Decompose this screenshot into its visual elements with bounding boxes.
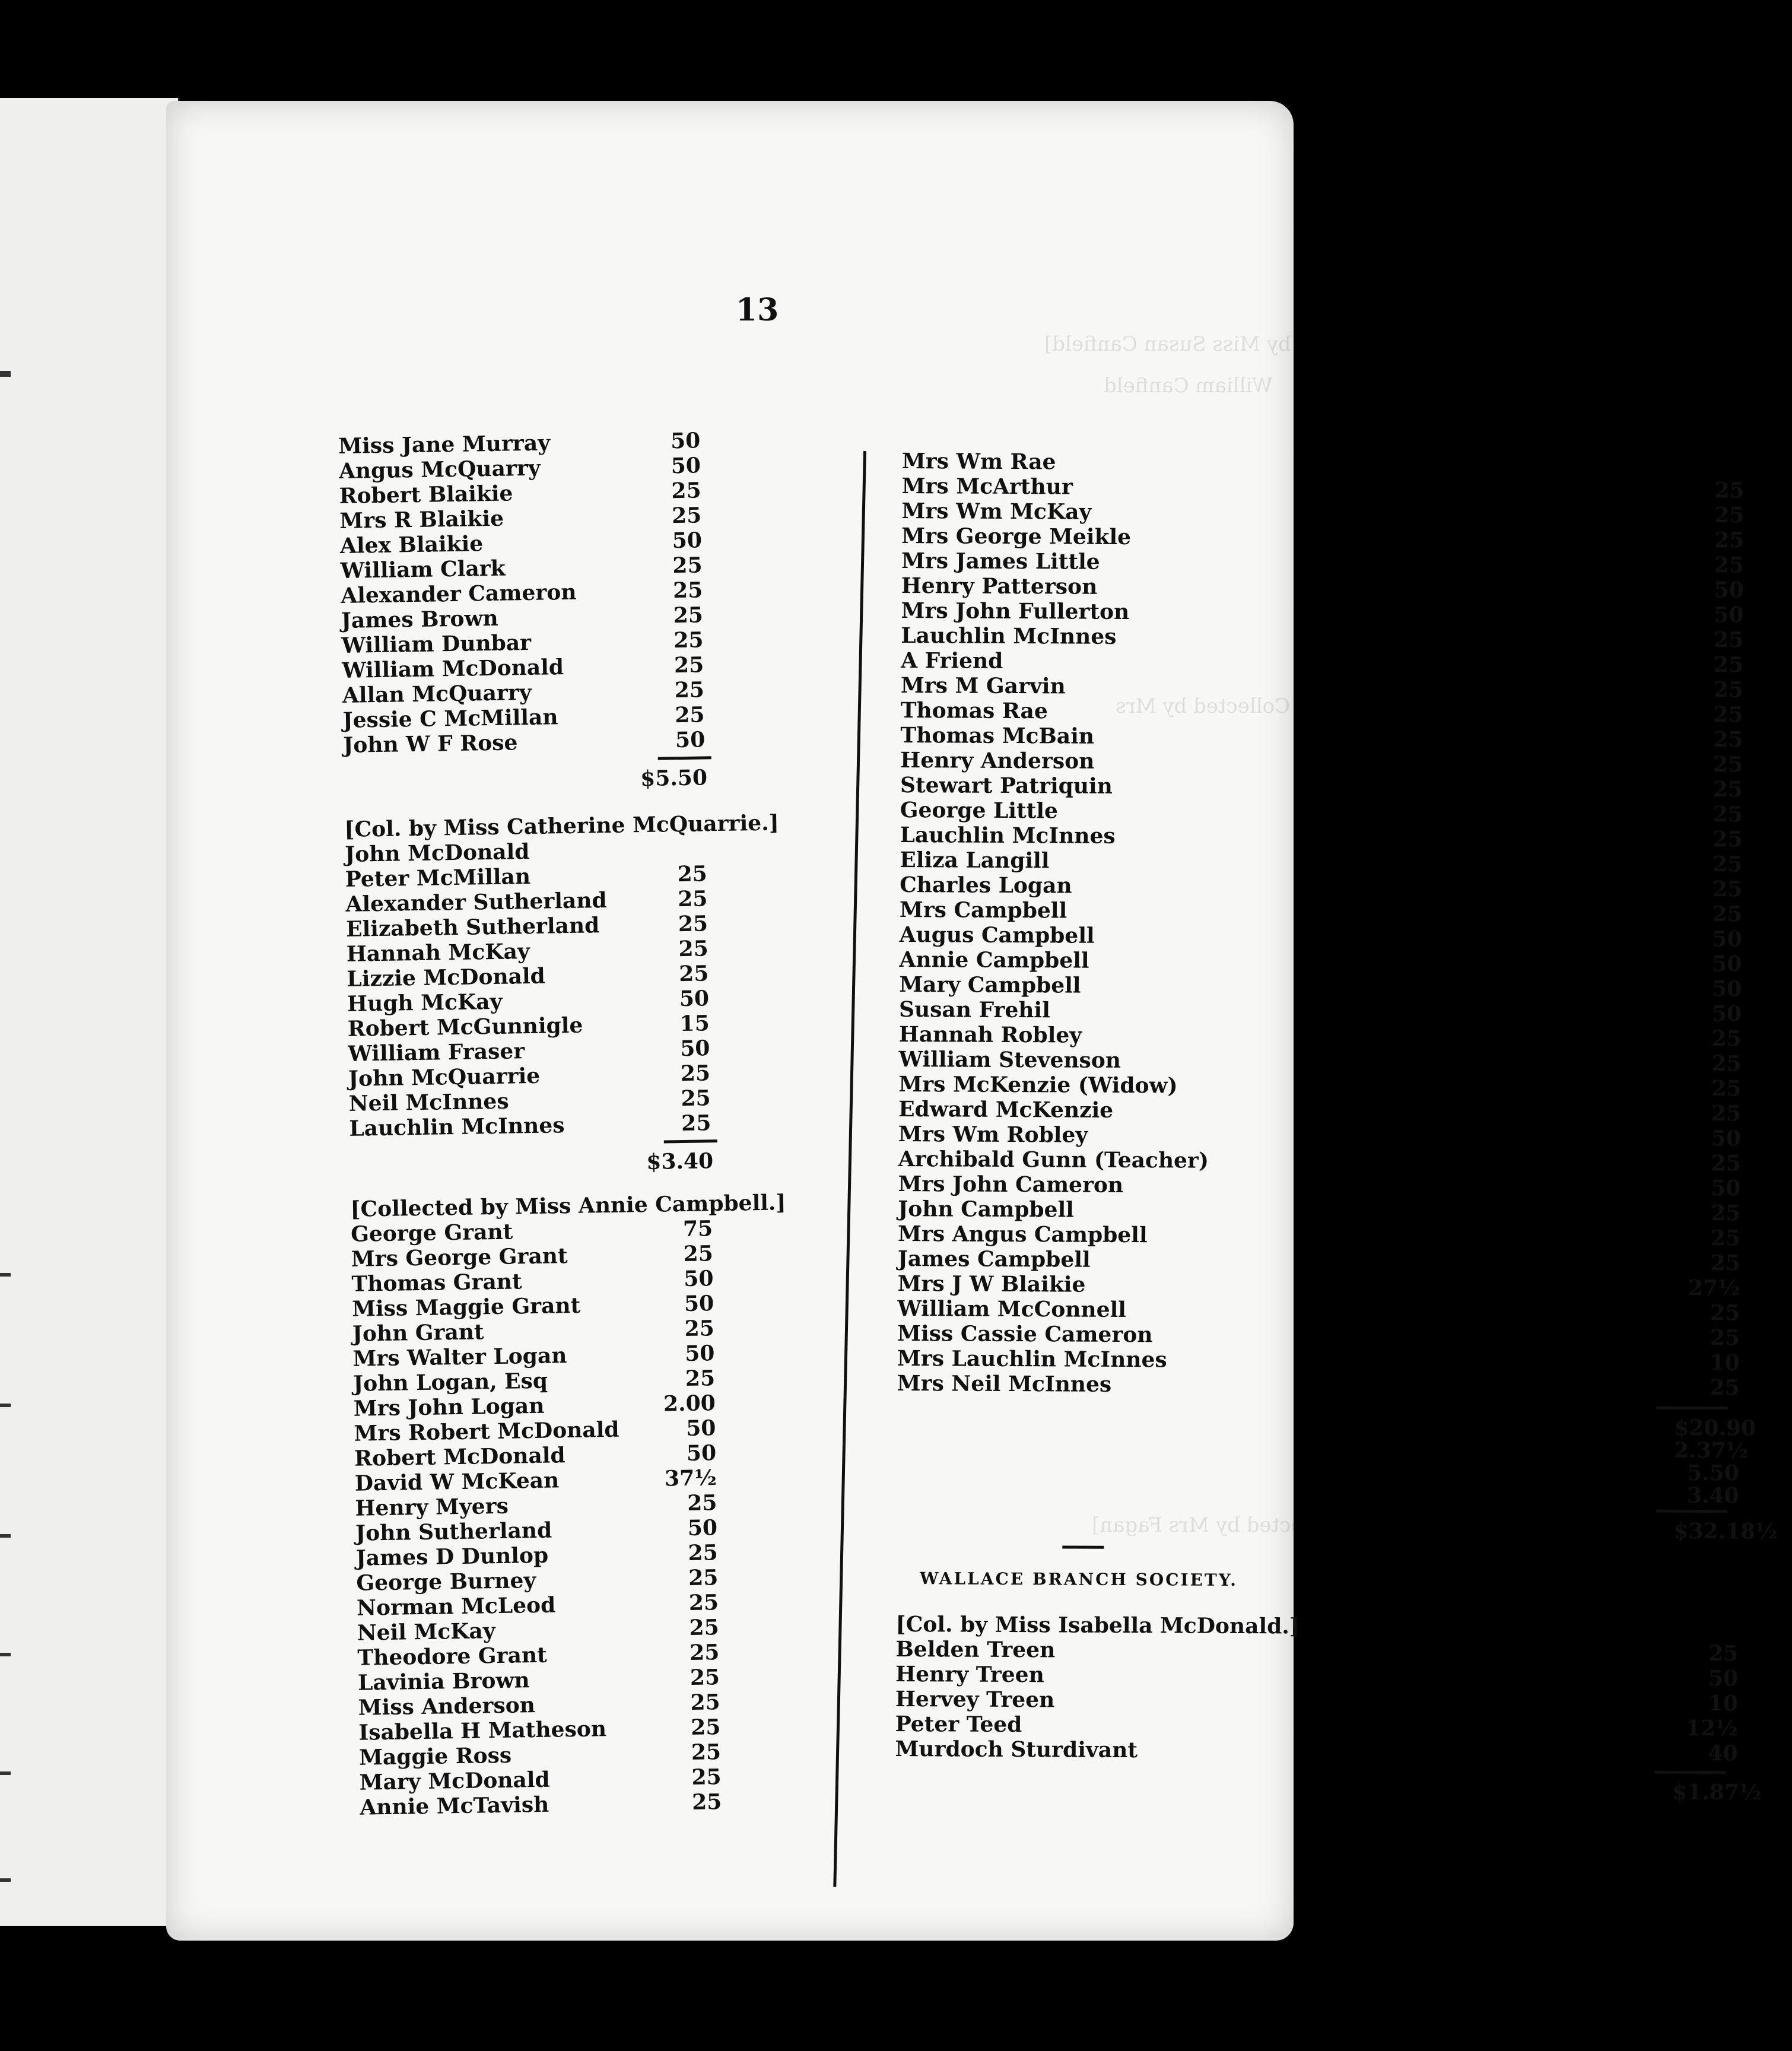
- amount: 25: [1711, 1051, 1742, 1077]
- amount: 50: [1714, 602, 1744, 628]
- subscriber-name: Mrs R Blaikie: [339, 506, 504, 534]
- list-item: [354, 1465, 717, 1497]
- amount: 25: [677, 886, 708, 912]
- subscriber-name: Mary Campbell: [899, 971, 1081, 998]
- list-item: [342, 677, 705, 709]
- amount: 50: [1712, 976, 1742, 1002]
- subscriber-name: Belden Treen: [895, 1636, 1056, 1663]
- list-item: [352, 1341, 715, 1372]
- amount: 25: [1713, 727, 1743, 753]
- subscriber-name: Miss Maggie Grant: [351, 1293, 581, 1322]
- subscriber-name: Thomas McBain: [900, 722, 1095, 749]
- amount: 25: [691, 1739, 722, 1765]
- subscriber-name: Neil McKay: [357, 1618, 496, 1646]
- subscriber-name: Annie Campbell: [899, 947, 1089, 973]
- amount: 25: [1710, 1225, 1741, 1251]
- subscriber-name: Mary McDonald: [359, 1767, 550, 1795]
- subscriber-name: Norman McLeod: [356, 1592, 556, 1621]
- list-item: [338, 428, 701, 459]
- subscriber-name: Mrs Walter Logan: [352, 1343, 567, 1371]
- amount: 50: [671, 453, 701, 479]
- amount: 25: [672, 577, 703, 604]
- total-rule: [1657, 1407, 1728, 1410]
- subscriber-name: William Clark: [340, 555, 506, 583]
- amount: 25: [1711, 1201, 1741, 1226]
- subscriber-name: Edward McKenzie: [898, 1096, 1114, 1123]
- amount: 50: [1712, 926, 1742, 952]
- subscriber-name: Mrs George Grant: [351, 1243, 568, 1272]
- subscriber-name: Lavinia Brown: [357, 1668, 530, 1696]
- amount: 25: [688, 1565, 719, 1590]
- list-item: [346, 936, 709, 967]
- subscriber-name: Miss Anderson: [358, 1693, 536, 1720]
- amount: 25: [1712, 777, 1743, 802]
- subscriber-name: Hannah McKay: [346, 939, 530, 967]
- subscriber-name: George Little: [900, 797, 1058, 824]
- subscriber-name: William Dunbar: [341, 630, 532, 658]
- subscriber-name: Lizzie McDonald: [347, 963, 546, 992]
- list-item: [348, 1085, 711, 1117]
- amount: 25: [1711, 1101, 1742, 1126]
- amount: 50: [684, 1266, 714, 1292]
- amount: 25: [1710, 1300, 1740, 1326]
- amount: 50: [686, 1440, 717, 1466]
- amount: 25: [673, 602, 704, 628]
- amount: 25: [675, 702, 705, 728]
- subscriber-name: Lauchlin McInnes: [901, 623, 1117, 649]
- amount: 25: [1712, 877, 1743, 902]
- amount: 50: [1712, 951, 1742, 977]
- subscriber-name: William Fraser: [348, 1039, 525, 1066]
- amount: 25: [1713, 752, 1743, 777]
- amount: 50: [672, 528, 703, 554]
- list-item: [348, 1061, 711, 1092]
- list-item: [347, 986, 710, 1017]
- list-item: [341, 602, 704, 634]
- amount: 25: [671, 503, 702, 529]
- amount: 25: [681, 1085, 711, 1112]
- subscriber-name: Henry Treen: [895, 1661, 1044, 1688]
- list-item: [353, 1390, 716, 1422]
- amount: 25: [688, 1540, 719, 1566]
- subscriber-name: Mrs McKenzie (Widow): [898, 1071, 1178, 1098]
- list-item: [347, 1011, 710, 1042]
- subscriber-name: Murdoch Sturdivant: [895, 1736, 1138, 1763]
- amount: 37½: [664, 1465, 717, 1491]
- amount: 75: [682, 1216, 713, 1242]
- subscriber-name: John W F Rose: [342, 730, 518, 758]
- amount: 25: [1714, 503, 1745, 528]
- list-item: [345, 886, 708, 917]
- page-number: 13: [736, 292, 779, 328]
- subscriber-name: Angus McQuarry: [338, 455, 541, 484]
- amount: 25: [1711, 1026, 1742, 1052]
- amount: 27½: [1688, 1275, 1740, 1301]
- subscriber-name: Archibald Gunn (Teacher): [898, 1146, 1209, 1173]
- amount: $1.87½: [1672, 1779, 1762, 1805]
- subscriber-name: John Sutherland: [355, 1517, 552, 1546]
- subscriber-name: Mrs Wm Rae: [901, 449, 1056, 475]
- amount: 50: [670, 428, 701, 454]
- amount: 25: [678, 911, 708, 937]
- right-column: [894, 448, 1792, 1877]
- amount: 2.37½: [1674, 1437, 1749, 1463]
- list-item: [358, 1739, 722, 1771]
- subscriber-name: John McDonald: [344, 839, 530, 867]
- amount: 50: [679, 1036, 710, 1062]
- subscriber-name: Alexander Sutherland: [345, 887, 607, 917]
- list-item: [339, 528, 703, 559]
- amount: 25: [1712, 827, 1743, 852]
- amount: 25: [671, 478, 701, 504]
- amount: 25: [1710, 1325, 1740, 1351]
- amount: 25: [1710, 1375, 1740, 1401]
- subscriber-name: [Collected by Miss Annie Campbell.]: [350, 1190, 786, 1222]
- subscriber-name: Susan Frehil: [898, 996, 1050, 1023]
- group-total: [349, 1148, 714, 1180]
- subscriber-name: Henry Patterson: [901, 573, 1098, 599]
- amount: 25: [685, 1366, 716, 1392]
- subscriber-name: Jessie C McMillan: [342, 704, 558, 733]
- total-rule: [1654, 1771, 1726, 1774]
- subscriber-name: Isabella H Matheson: [358, 1716, 607, 1745]
- collector-heading: [344, 810, 780, 843]
- subscriber-name: Elizabeth Sutherland: [345, 913, 600, 942]
- subscriber-name: Mrs J W Blaikie: [897, 1271, 1086, 1297]
- amount: 25: [689, 1615, 720, 1640]
- amount: 25: [1711, 1151, 1741, 1176]
- list-item: [355, 1515, 718, 1547]
- subscriber-name: Hugh McKay: [347, 989, 503, 1017]
- subscriber-name: A Friend: [901, 647, 1003, 674]
- amount: $32.18½: [1673, 1518, 1778, 1544]
- list-item: [359, 1764, 722, 1796]
- amount: 25: [677, 861, 708, 887]
- subscriber-name: Robert McDonald: [354, 1443, 565, 1471]
- subscriber-name: Robert McGunnigle: [347, 1012, 583, 1042]
- amount: 25: [1711, 1076, 1742, 1101]
- amount: 25: [673, 652, 704, 678]
- amount: 25: [1713, 702, 1743, 728]
- previous-page-edge: [0, 98, 180, 1926]
- subscriber-name: James Campbell: [897, 1246, 1091, 1272]
- amount: 25: [681, 1110, 711, 1136]
- subscriber-name: Mrs Angus Campbell: [897, 1221, 1148, 1248]
- amount: 25: [680, 1061, 711, 1087]
- subscriber-name: George Burney: [356, 1568, 536, 1596]
- subscriber-name: Miss Jane Murray: [338, 430, 551, 459]
- total-rule: [1656, 1510, 1727, 1513]
- subscriber-name: Lauchlin McInnes: [349, 1113, 565, 1141]
- amount: 50: [1708, 1666, 1739, 1691]
- amount: 25: [1712, 901, 1743, 927]
- amount: 25: [690, 1665, 720, 1690]
- amount: 25: [691, 1789, 722, 1815]
- amount: 25: [1714, 627, 1744, 653]
- subscriber-name: William Stevenson: [898, 1046, 1121, 1073]
- total-rule: [658, 756, 711, 760]
- amount: 15: [679, 1011, 710, 1037]
- amount: 50: [685, 1415, 716, 1441]
- subscriber-name: Maggie Ross: [358, 1742, 512, 1770]
- amount: 25: [673, 627, 704, 653]
- subscriber-name: Henry Anderson: [900, 747, 1095, 774]
- amount: [1679, 452, 1745, 453]
- amount: 2.00: [663, 1390, 716, 1417]
- amount: 50: [687, 1515, 718, 1541]
- subscriber-name: Alex Blaikie: [339, 531, 484, 558]
- subscriber-name: John McQuarrie: [348, 1063, 541, 1091]
- amount: 10: [1708, 1691, 1739, 1716]
- subscriber-name: Mrs John Fullerton: [901, 598, 1130, 625]
- subscriber-name: Mrs Neil McInnes: [897, 1370, 1112, 1397]
- amount: 40: [1708, 1741, 1738, 1766]
- amount: 25: [688, 1590, 719, 1615]
- amount: 50: [679, 986, 710, 1012]
- amount: 25: [691, 1764, 722, 1790]
- subscriber-name: Mrs McArthur: [901, 473, 1073, 500]
- amount: 25: [1714, 478, 1745, 503]
- list-item: [351, 1266, 714, 1297]
- section-rule: [1062, 1545, 1104, 1548]
- subscriber-name: Mrs James Little: [901, 548, 1100, 574]
- subscriber-name: Eliza Langill: [900, 847, 1050, 874]
- list-item: [342, 727, 706, 758]
- section-title: WALLACE BRANCH SOCIETY.: [919, 1569, 1238, 1590]
- subscriber-name: [Col. by Miss Isabella McDonald.]: [895, 1611, 1300, 1639]
- subscriber-name: Hervey Treen: [895, 1686, 1055, 1713]
- subscriber-name: Mrs Lauchlin McInnes: [897, 1345, 1167, 1373]
- subscriber-name: Peter McMillan: [345, 864, 531, 892]
- amount: 25: [690, 1690, 720, 1715]
- amount: 5.50: [1687, 1460, 1740, 1486]
- amount: 25: [684, 1316, 715, 1342]
- amount: 25: [687, 1490, 717, 1516]
- subscriber-name: John Campbell: [898, 1196, 1075, 1223]
- total-rule: [664, 1139, 717, 1143]
- amount: 25: [1710, 1250, 1740, 1276]
- subscriber-name: Mrs Campbell: [899, 897, 1067, 923]
- amount: 25: [1712, 852, 1743, 877]
- ledger-page: [Col. by Miss Susan Canfield] William Canfield Collected by Mrs [Collected by Mrs Fagan] 13 Miss Jane Murray 50 Angus McQuarry 50 Robert Blaikie 25 Mrs R Blaikie 25 Alex Blaikie 50 William Clark 25 Alexander Cameron 25 James Brown 25 William Dunbar 25 William McDonald 25 Allan McQuarry 25 Jessie C McMillan 25 John W F Rose 50 $5.50 [Col. by Miss Catherine McQuarrie.] John McDonald Peter McMillan 25 Alexander Sutherland 25 Elizabeth Sutherland 25 Hannah McKay 25 Lizzie McDonald 25 Hugh McKay 50 Robert McGunnigle 15 William Fraser 50 John McQuarrie 25 Neil McInnes 25 Lauchlin McInnes 25 $3.40 [Collected by Miss Annie Campbell.] George Grant 75 Mrs George Grant 25 Thomas Grant 50 Miss Maggie Grant 50 John Grant 25 Mrs Walter Logan 50 John Logan, Esq 25 Mrs John Logan 2.00 Mrs Robert McDonald 50 Robert McDonald 50 David W McKean 37½ Henry Myers 25 John Sutherland 50 James D Dunlop 25 George Burney 25 Norman McLeod 25 Neil McKay 25 Theodore Grant 25 Lavinia Brown 25 Miss Anderson 25 Isabella H Matheson 25 Maggie Ross 25 Mary McDonald 25 Annie McTavish 25 Mrs Wm Rae Mrs McArthur 25 Mrs Wm McKay 25 Mrs George Meikle 25 Mrs James Little 25 Henry Patterson 50 Mrs John Fullerton 50 Lauchlin McInnes 25 A Friend 25 Mrs M Garvin 25 Thomas Rae 25 Thomas McBain 25 Henry Anderson 25 Stewart Patriquin 25 George Little 25 Lauchlin McInnes 25 Eliza Langill 25 Charles Logan 25 Mrs Campbell 25 Augus Campbell 50 Annie Campbell 50 Mary Campbell 50 Susan Frehil 50 Hannah Robley 25 William Stevenson 25 Mrs McKenzie (Widow) 25 Edward McKenzie 25 Mrs Wm Robley 50 Archibald Gunn (Teacher) 25 Mrs John Cameron 50 John Campbell 25 Mrs Angus Campbell 25 James Campbell 25 Mrs J W Blaikie 27½ William McConnell 25 Miss Cassie Cameron 25 Mrs Lauchlin McInnes 10 Mrs Neil McInnes 25 $20.90 2.37½ 5.50 3.40 $32.18½ WALLACE BRANCH SOCIETY. [Col. by Miss Isabella McDonald.] Belden Treen 25 Henry Treen 50 Hervey Treen 10 Peter Teed 12½ Murdoch Sturdivant 40 $1.87½: [166, 101, 1294, 1941]
- subscriber-name: Allan McQuarry: [342, 680, 532, 708]
- list-item: [340, 553, 703, 584]
- subscriber-name: Stewart Patriquin: [900, 772, 1113, 799]
- subscriber-name: James D Dunlop: [355, 1542, 549, 1571]
- subscriber-name: Thomas Grant: [351, 1269, 522, 1297]
- amount: 50: [1711, 1001, 1742, 1027]
- subscriber-name: Mrs John Logan: [353, 1393, 545, 1421]
- amount: 25: [689, 1640, 720, 1665]
- subscriber-name: William McDonald: [341, 655, 564, 683]
- left-column: [338, 425, 908, 1952]
- amount: 25: [1708, 1641, 1739, 1666]
- subscriber-name: Neil McInnes: [348, 1088, 509, 1116]
- amount: 50: [675, 727, 706, 753]
- list-item: [352, 1366, 716, 1397]
- amount: $20.90: [1674, 1415, 1756, 1441]
- subscriber-name: Henry Myers: [355, 1493, 509, 1521]
- list-item: [351, 1241, 714, 1272]
- list-item: [357, 1640, 720, 1671]
- subscriber-name: Mrs M Garvin: [900, 672, 1066, 699]
- subscriber-name: Robert Blaikie: [339, 481, 513, 509]
- subscriber-name: Hannah Robley: [898, 1021, 1082, 1048]
- subscriber-name: William McConnell: [897, 1296, 1127, 1322]
- amount: 50: [1711, 1126, 1742, 1151]
- amount: 25: [1713, 677, 1743, 703]
- amount: $3.40: [646, 1148, 714, 1174]
- subscriber-name: Mrs Robert McDonald: [354, 1417, 619, 1446]
- list-item: [354, 1440, 717, 1472]
- amount: 50: [1711, 1176, 1741, 1201]
- amount: 25: [678, 936, 709, 962]
- subscriber-name: James Brown: [341, 605, 498, 633]
- amount: 25: [690, 1715, 721, 1740]
- amount: 25: [1714, 553, 1745, 578]
- subscriber-name: Lauchlin McInnes: [900, 822, 1116, 849]
- amount: 3.40: [1686, 1482, 1739, 1509]
- subscriber-name: Mrs John Cameron: [898, 1171, 1124, 1198]
- subscriber-name: Mrs Wm McKay: [901, 498, 1092, 525]
- list-item: [341, 627, 704, 659]
- amount: $5.50: [640, 765, 708, 792]
- amount: 50: [1714, 577, 1744, 603]
- subscriber-name: Charles Logan: [900, 872, 1072, 898]
- amount: 25: [674, 677, 705, 703]
- amount: 10: [1710, 1350, 1740, 1376]
- amount: 25: [1714, 528, 1745, 553]
- subscriber-name: Thomas Rae: [900, 697, 1048, 724]
- list-item: [339, 503, 702, 534]
- subscriber-name: Augus Campbell: [899, 922, 1095, 948]
- amount: 50: [684, 1291, 714, 1317]
- list-item: [355, 1540, 719, 1571]
- subscriber-name: Mrs George Meikle: [901, 523, 1132, 550]
- list-item: [358, 1715, 721, 1746]
- subscriber-name: [Col. by Miss Catherine McQuarrie.]: [344, 810, 780, 842]
- subscriber-name: Peter Teed: [895, 1711, 1022, 1738]
- list-item: [342, 702, 705, 734]
- subscriber-name: Theodore Grant: [357, 1642, 548, 1671]
- amount: 25: [1712, 802, 1743, 827]
- subscriber-name: Miss Cassie Cameron: [897, 1320, 1153, 1348]
- list-item: [345, 911, 708, 942]
- subscriber-name: Alexander Cameron: [340, 579, 577, 608]
- collector-heading: [350, 1190, 786, 1223]
- subscriber-name: Mrs Wm Robley: [898, 1121, 1088, 1148]
- list-item: [356, 1565, 719, 1596]
- subscriber-name: John Logan, Esq: [352, 1368, 548, 1396]
- amount: 50: [684, 1341, 715, 1367]
- amount: 25: [678, 961, 709, 987]
- subscriber-name: George Grant: [350, 1219, 513, 1247]
- amount: 12½: [1685, 1715, 1738, 1741]
- amount: 25: [1713, 652, 1744, 678]
- subscriber-name: Annie McTavish: [360, 1792, 549, 1820]
- amount: 25: [683, 1241, 714, 1267]
- subscriber-name: John Grant: [352, 1319, 484, 1347]
- subscriber-name: David W McKean: [354, 1468, 560, 1496]
- amount: 25: [672, 553, 703, 579]
